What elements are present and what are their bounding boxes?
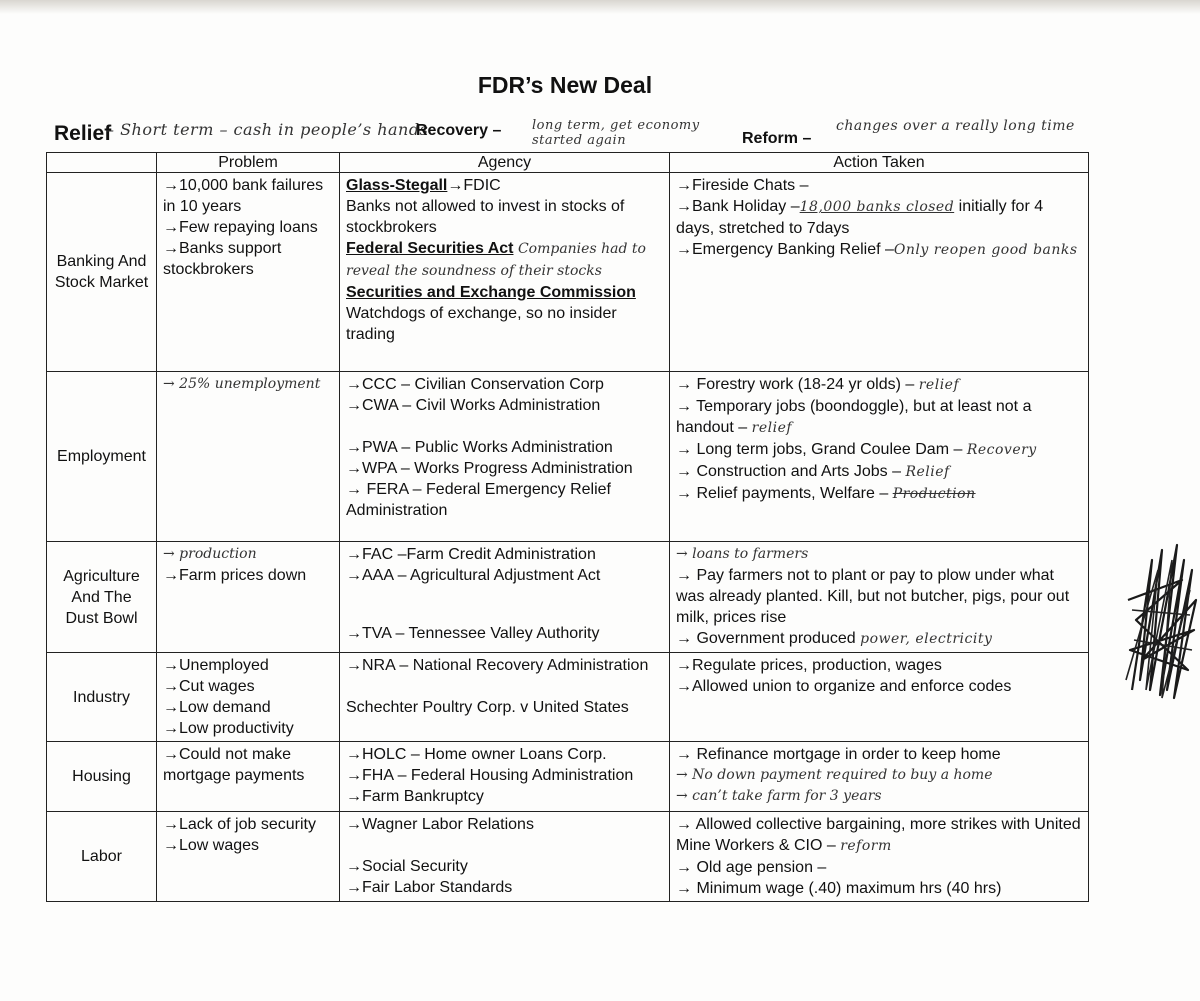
table-row-agriculture (47, 542, 1089, 653)
agency-banking (340, 173, 670, 372)
action-item: → Allowed collective bargaining, more strikes with United Mine Workers & CIO – reform (676, 816, 1081, 854)
category-industry: Industry (47, 653, 157, 742)
action-item: → Refinance mortgage in order to keep home (676, 746, 1001, 763)
definitions-line (54, 118, 1134, 152)
agency-item: →PWA – Public Works Administration (346, 439, 613, 456)
agency-item: →NRA – National Recovery Administration (346, 657, 649, 674)
agency-item: →CCC – Civilian Conservation Corp (346, 376, 604, 393)
action-note: → can’t take farm for 3 years (676, 788, 882, 804)
agency-item: →Fair Labor Standards (346, 879, 513, 896)
relief-label: Relief (54, 122, 112, 145)
agency-item: →Wagner Labor Relations (346, 816, 534, 833)
federal-securities-note: Companies had to reveal the soundness of their stocks (346, 241, 646, 279)
table-row-banking (47, 173, 1089, 372)
problem-labor (157, 812, 340, 902)
problem-item: →Lack of job security (163, 816, 316, 833)
agency-item: →FAC –Farm Credit Administration (346, 546, 596, 563)
sec-desc: Watchdogs of exchange, so no insider trading (346, 305, 617, 343)
action-item: →Regulate prices, production, wages (676, 657, 942, 674)
recovery-note: long term, get economy started again (532, 118, 700, 148)
category-housing: Housing (47, 742, 157, 812)
agency-item: →WPA – Works Progress Administration (346, 460, 633, 477)
agency-item: →TVA – Tennessee Valley Authority (346, 625, 600, 642)
action-item: → Temporary jobs (boondoggle), but at least not a handout – relief (676, 398, 1032, 436)
page-title: FDR’s New Deal (477, 72, 653, 98)
header-action: Action Taken (670, 153, 1089, 173)
header-problem: Problem (157, 153, 340, 173)
action-labor (670, 812, 1089, 902)
table-row-housing (47, 742, 1089, 812)
action-industry (670, 653, 1089, 742)
agency-item: Schechter Poultry Corp. v United States (346, 699, 629, 716)
category-employment: Employment (47, 372, 157, 542)
header-agency: Agency (340, 153, 670, 173)
problem-item: →Few repaying loans (163, 219, 318, 236)
problem-agriculture (157, 542, 340, 653)
problem-item: →Banks support stockbrokers (163, 240, 282, 278)
reform-note: changes over a really long time (836, 118, 1075, 134)
problem-item: →Unemployed (163, 657, 269, 674)
action-item: →Emergency Banking Relief –Only reopen good banks (676, 241, 1078, 258)
category-banking: Banking And Stock Market (47, 173, 157, 372)
glass-steagall: Glass-Stegall→FDIC (346, 177, 501, 194)
action-item: → Minimum wage (.40) maximum hrs (40 hrs) (676, 880, 1002, 897)
action-note: → loans to farmers (676, 546, 809, 562)
problem-industry (157, 653, 340, 742)
problem-item: →Low demand (163, 699, 271, 716)
action-housing (670, 742, 1089, 812)
table-row-employment (47, 372, 1089, 542)
action-item: →Allowed union to organize and enforce codes (676, 678, 1012, 695)
agency-housing (340, 742, 670, 812)
action-item: → Relief payments, Welfare – Production (676, 485, 976, 502)
action-agriculture (670, 542, 1089, 653)
problem-banking (157, 173, 340, 372)
action-note: → No down payment required to buy a home (676, 767, 993, 783)
problem-item: →Low productivity (163, 720, 294, 737)
action-employment (670, 372, 1089, 542)
agency-item: →AAA – Agricultural Adjustment Act (346, 567, 601, 584)
problem-item: →Low wages (163, 837, 260, 854)
glass-steagall-desc: Banks not allowed to invest in stocks of stockbrokers (346, 198, 625, 236)
problem-note: → production (163, 546, 257, 562)
problem-item: →Cut wages (163, 678, 255, 695)
agency-item: →HOLC – Home owner Loans Corp. (346, 746, 607, 763)
table-row-industry (47, 653, 1089, 742)
action-item: →Bank Holiday –18,000 banks closed initially for 4 days, stretched to 7days (676, 198, 1044, 237)
table-row-labor (47, 812, 1089, 902)
agency-industry (340, 653, 670, 742)
action-item: → Pay farmers not to plant or pay to plow under what was already planted. Kill, but not butcher, pigs, pour out milk, prices rise (676, 567, 1070, 626)
action-item: → Construction and Arts Jobs – Relief (676, 463, 950, 480)
relief-note: – Short term – cash in people’s hands (106, 120, 429, 139)
scribble-mark (1122, 540, 1198, 700)
agency-item: →Farm Bankruptcy (346, 788, 484, 805)
reform-label: Reform – (742, 130, 812, 147)
action-item: → Forestry work (18-24 yr olds) – relief (676, 376, 960, 393)
problem-item: →Farm prices down (163, 567, 307, 584)
agency-item: →Social Security (346, 858, 468, 875)
agency-agriculture (340, 542, 670, 653)
agency-labor (340, 812, 670, 902)
agency-item: → FERA – Federal Emergency Relief Administration (346, 481, 611, 519)
agency-item: →FHA – Federal Housing Administration (346, 767, 634, 784)
page-top-shadow (0, 0, 1200, 14)
action-item: → Government produced power, electricity (676, 630, 993, 647)
problem-item: →10,000 bank failures in 10 years (163, 177, 324, 215)
category-labor: Labor (47, 812, 157, 902)
agency-item: →CWA – Civil Works Administration (346, 397, 601, 414)
problem-item: →Could not make mortgage payments (163, 746, 305, 784)
federal-securities-act: Federal Securities Act (346, 240, 514, 257)
recovery-label: Recovery – (416, 122, 502, 139)
table-header-row (47, 153, 1089, 173)
header-category (47, 153, 157, 173)
problem-note: → 25% unemployment (163, 376, 321, 392)
problem-employment (157, 372, 340, 542)
action-item: → Long term jobs, Grand Coulee Dam – Recovery (676, 441, 1037, 458)
sec-heading: Securities and Exchange Commission (346, 284, 636, 301)
category-agriculture: Agriculture And The Dust Bowl (47, 542, 157, 653)
action-banking (670, 173, 1089, 372)
action-item: →Fireside Chats – (676, 177, 809, 194)
new-deal-table (46, 152, 1089, 902)
action-item: → Old age pension – (676, 859, 827, 876)
problem-housing (157, 742, 340, 812)
agency-employment (340, 372, 670, 542)
